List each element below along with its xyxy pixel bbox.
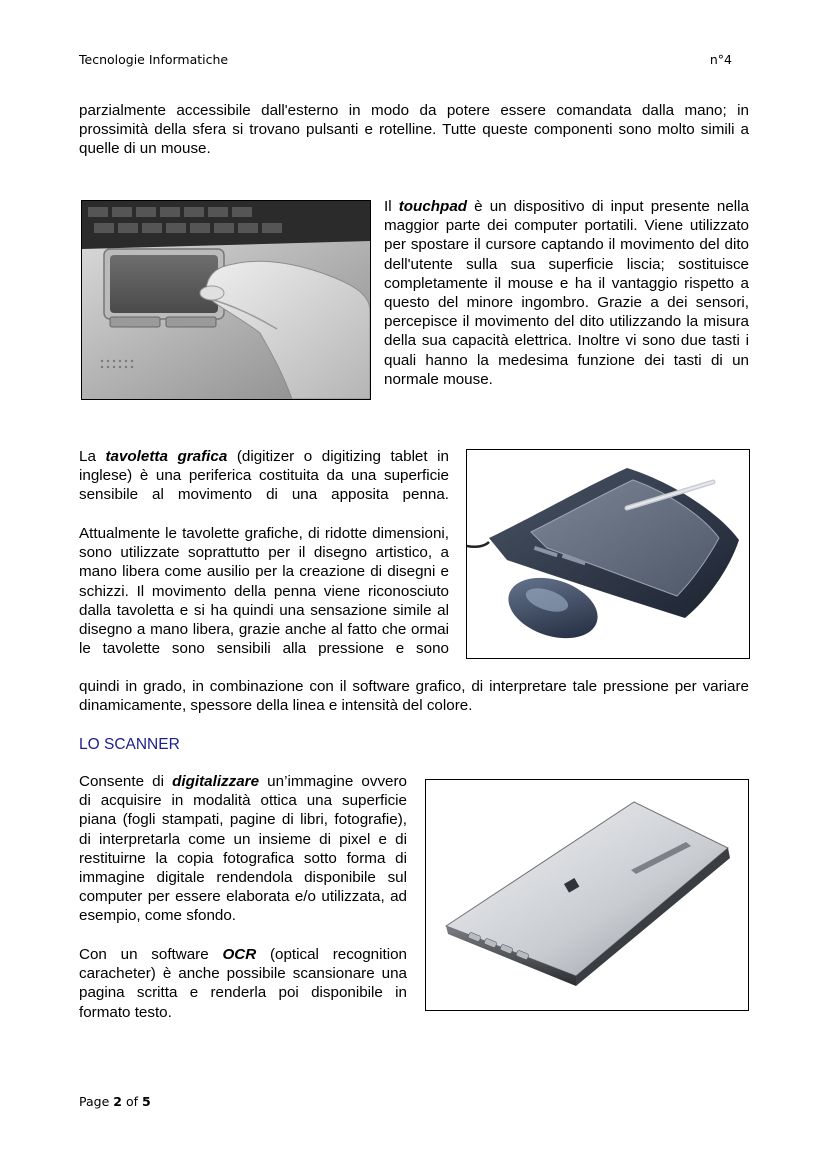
tablet-paragraph-tail: quindi in grado, in combinazione con il software grafico, di interpretare tale pressione per variare dinamicamente, spessore della linea e intensità del colore. xyxy=(79,678,749,715)
touchpad-image xyxy=(81,200,371,400)
section-heading-scanner: LO SCANNER xyxy=(79,736,180,753)
header-title: Tecnologie Informatiche xyxy=(79,52,229,67)
scanner-paragraph-2: Con un software OCR (optical recognition caracheter) è anche possibile scansionare una pagina scritta e renderla poi disponibile in formato testo. xyxy=(79,946,407,1021)
page-footer: Page 2 of 5 xyxy=(79,1094,151,1109)
graphic-tablet-image xyxy=(466,449,750,659)
total-pages-number: 5 xyxy=(141,1094,151,1109)
intro-paragraph: parzialmente accessibile dall'esterno in modo da potere essere comandata dalla mano; in prossimità della sfera si trovano pulsanti e rotelline. Tutte queste componenti sono molto simili a quelle di un mouse. xyxy=(79,102,749,158)
scanner-paragraph-1: Consente di digitalizzare un’immagine ovvero di acquisire in modalità ottica una superficie piana (fogli stampati, pagine di libri, fotografie), di interpretarla come un insieme di pixel e di restituirne la copia fotografica sotto forma di immagine digitale rendendola disponibile sul computer per essere elaborata e/o utilizzata, ad esempio, come sfondo. xyxy=(79,773,407,925)
header-number: n°4 xyxy=(709,52,732,67)
touchpad-term: touchpad xyxy=(398,198,468,215)
touchpad-paragraph: Il touchpad è un dispositivo di input presente nella maggior parte dei computer portatili. Viene utilizzato per spostare il cursore captando il movimento del dito dell'utente sulla sua superficie liscia; sostituisce completamente il mouse e ha il vantaggio rispetto a questo del minore ingombro. Grazie a dei sensori, percepisce il movimento del dito utilizzando la misura della sua capacità elettrica. Inoltre vi sono due tasti i quali hanno la medesima funzione dei tasti di un normale mouse. xyxy=(384,198,749,388)
tablet-paragraph-1: La tavoletta grafica (digitizer o digitizing tablet in inglese) è una periferica costituita da una superficie sensibile al movimento di una apposita penna. xyxy=(79,448,449,504)
ocr-term: OCR xyxy=(222,946,257,963)
scanner-image xyxy=(425,779,749,1011)
current-page-number: 2 xyxy=(113,1094,122,1109)
tablet-paragraph-2: Attualmente le tavolette grafiche, di ridotte dimensioni, sono utilizzate soprattutto per il disegno artistico, a mano libera come ausilio per la creazione di disegni e schizzi. Il movimento della penna viene riconosciuto dalla tavoletta e si ha quindi una sensazione simile al disegno a mano libera, grazie anche al fatto che ormai le tavolette sono sensibili alla pressione e sono xyxy=(79,525,449,658)
tablet-term: tavoletta grafica xyxy=(105,448,228,465)
scanner-term: digitalizzare xyxy=(172,773,260,790)
